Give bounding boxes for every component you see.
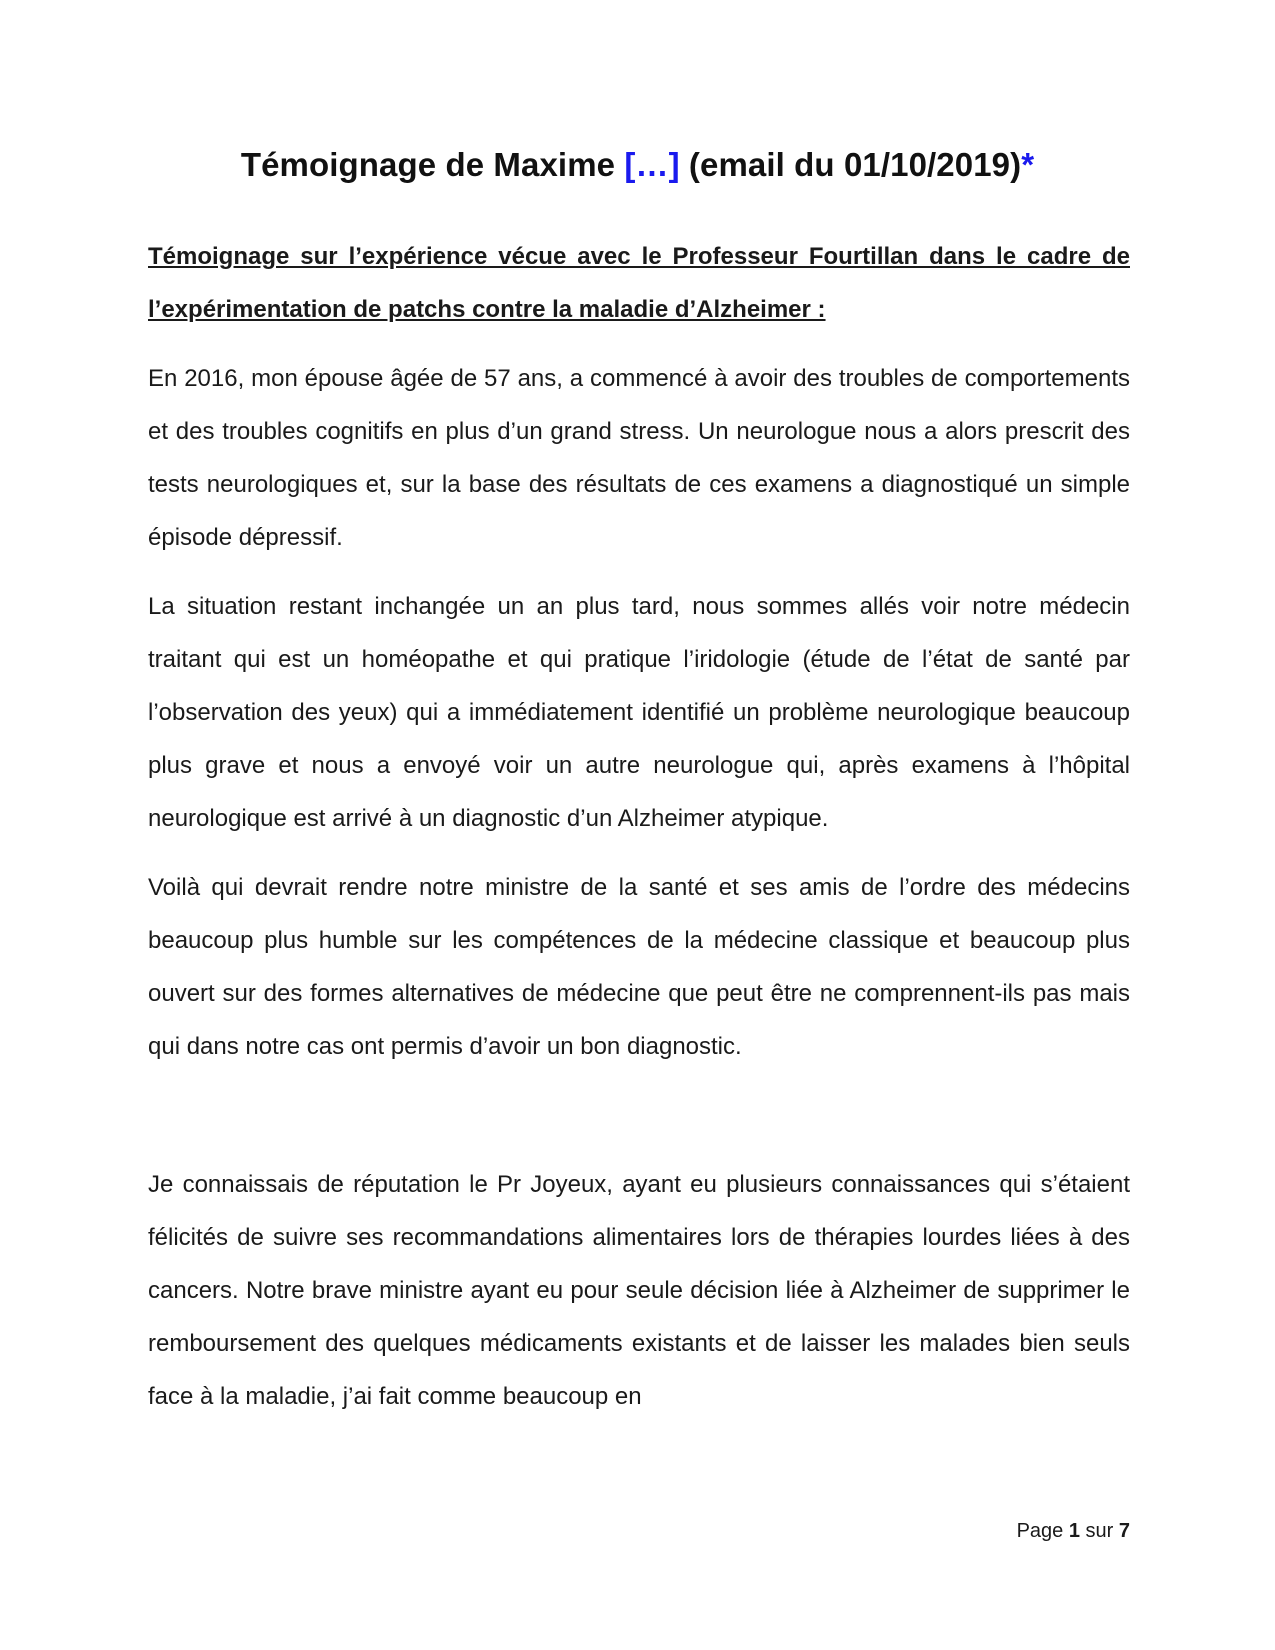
footer-total-pages: 7 xyxy=(1118,1520,1130,1542)
paragraph-4: Je connaissais de réputation le Pr Joyeux, ayant eu plusieurs connaissances qui s’étaient félicités de suivre ses recommandations alimentaires lors de thérapies lourdes liées à des cancers. Notre brave ministre ayant eu pour seule décision liée à Alzheimer de supprimer le remboursement des quelques médicaments existants et de laisser les malades bien seuls face à la maladie, j’ai fait comme beaucoup en xyxy=(148,1171,1130,1410)
title-middle: (email du 01/10/2019) xyxy=(679,146,1022,183)
paragraph-2: La situation restant inchangée un an plus tard, nous sommes allés voir notre médecin traitant qui est un homéopathe et qui pratique l’iridologie (étude de l’état de santé par l’observation des yeux) qui a immédiatement identifié un problème neurologique beaucoup plus grave et nous a envoyé voir un autre neurologue qui, après examens à l’hôpital neurologique est arrivé à un diagnostic d’un Alzheimer atypique. xyxy=(148,593,1130,832)
paragraph-1: En 2016, mon épouse âgée de 57 ans, a commencé à avoir des troubles de comportements et des troubles cognitifs en plus d’un grand stress. Un neurologue nous a alors prescrit des tests neurologiques et, sur la base des résultats de ces examens a diagnostiqué un simple épisode dépressif. xyxy=(148,365,1130,551)
footer-page-label: Page xyxy=(1016,1520,1069,1542)
footer-of-label: sur xyxy=(1079,1520,1119,1542)
title-prefix: Témoignage de Maxime xyxy=(240,146,625,183)
document-title xyxy=(0,146,1275,184)
footer-page-number: 1 xyxy=(1068,1520,1080,1542)
paragraph-3: Voilà qui devrait rendre notre ministre de la santé et ses amis de l’ordre des médecins beaucoup plus humble sur les compétences de la médecine classique et beaucoup plus ouvert sur des formes alternatives de médecine que peut être ne comprennent-ils pas mais qui dans notre cas ont permis d’avoir un bon diagnostic. xyxy=(148,874,1130,1060)
title-ellipsis: […] xyxy=(624,146,680,183)
title-asterisk: * xyxy=(1021,146,1035,183)
page-footer xyxy=(1017,1520,1130,1543)
document-body xyxy=(148,230,1130,1439)
document-subtitle: Témoignage sur l’expérience vécue avec le Professeur Fourtillan dans le cadre de l’expérimentation de patchs contre la maladie d’Alzheimer : xyxy=(148,243,1130,323)
